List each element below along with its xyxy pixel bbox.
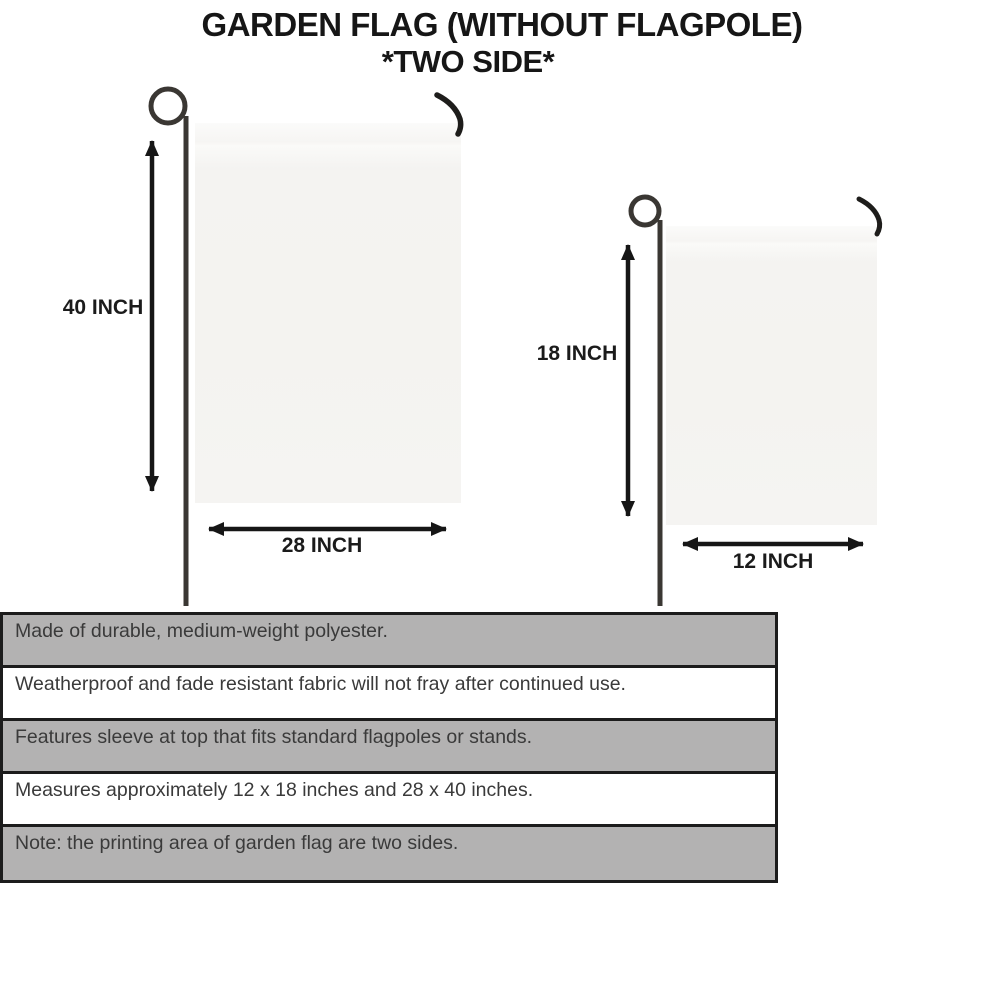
feature-row-material: Made of durable, medium-weight polyester. xyxy=(3,615,775,668)
small-flag-width-label: 12 INCH xyxy=(732,550,814,573)
feature-table xyxy=(0,612,778,883)
page-title: GARDEN FLAG (WITHOUT FLAGPOLE) xyxy=(201,6,803,43)
feature-row-measures: Measures approximately 12 x 18 inches and 28 x 40 inches. xyxy=(3,774,775,827)
large-flag-assembly xyxy=(151,89,461,606)
small-flagpole-loop xyxy=(631,197,659,225)
small-flag-assembly xyxy=(628,197,880,606)
feature-row-weatherproof: Weatherproof and fade resistant fabric will not fray after continued use. xyxy=(3,668,775,721)
large-flag-height-label: 40 INCH xyxy=(62,296,144,319)
small-flag-canvas xyxy=(666,226,877,525)
page-subtitle: *TWO SIDE* xyxy=(381,44,555,79)
feature-row-note: Note: the printing area of garden flag are two sides. xyxy=(3,827,775,880)
small-flag-height-label: 18 INCH xyxy=(536,342,618,365)
large-flag-canvas xyxy=(195,123,461,503)
feature-row-sleeve: Features sleeve at top that fits standard flagpoles or stands. xyxy=(3,721,775,774)
large-flagpole-loop xyxy=(151,89,185,123)
large-flag-width-label: 28 INCH xyxy=(281,534,363,557)
